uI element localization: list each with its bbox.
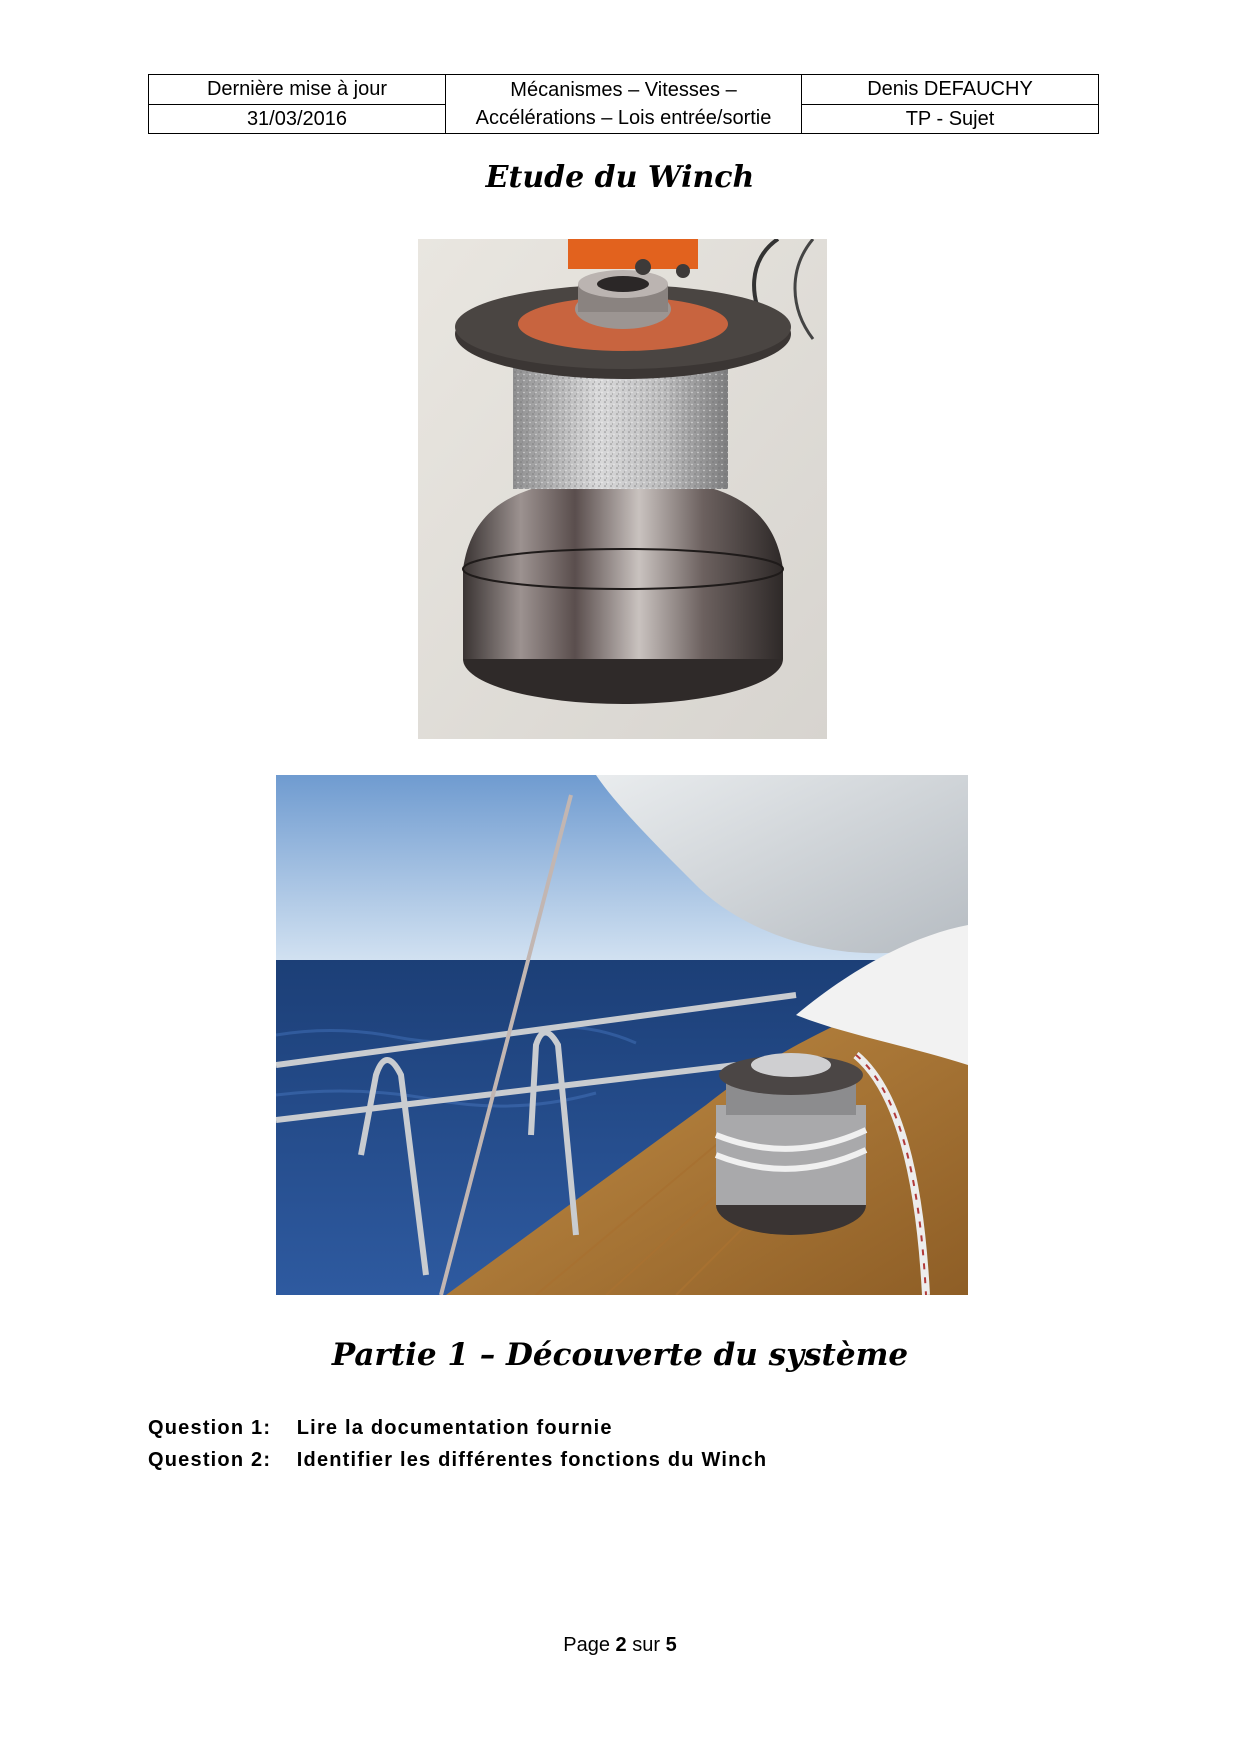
page-footer: [0, 1634, 1240, 1657]
header-table: [148, 74, 1099, 134]
update-label: Dernière mise à jour: [149, 75, 446, 105]
section-title: Partie 1 – Découverte du système: [331, 1337, 909, 1373]
subject-line-1: Mécanismes – Vitesses –: [510, 79, 737, 101]
boat-photo: [276, 775, 968, 1295]
winch-photo: [418, 239, 827, 739]
update-date: 31/03/2016: [149, 104, 446, 134]
question-text: Identifier les différentes fonctions du Winch: [296, 1449, 768, 1471]
doc-type: TP - Sujet: [802, 104, 1099, 134]
page-total: 5: [665, 1634, 677, 1656]
subject-line-2: Accélérations – Lois entrée/sortie: [475, 107, 772, 129]
page-current: 2: [615, 1634, 627, 1656]
question-2: [148, 1449, 767, 1472]
page-title: Etude du Winch: [485, 160, 755, 195]
page-word: Page: [563, 1634, 610, 1656]
question-label: Question 2:: [148, 1449, 272, 1471]
of-word: sur: [632, 1634, 661, 1656]
author: Denis DEFAUCHY: [802, 75, 1099, 105]
question-text: Lire la documentation fournie: [296, 1417, 613, 1439]
question-label: Question 1:: [148, 1417, 272, 1439]
subject-cell: [446, 75, 802, 134]
question-1: [148, 1417, 613, 1440]
